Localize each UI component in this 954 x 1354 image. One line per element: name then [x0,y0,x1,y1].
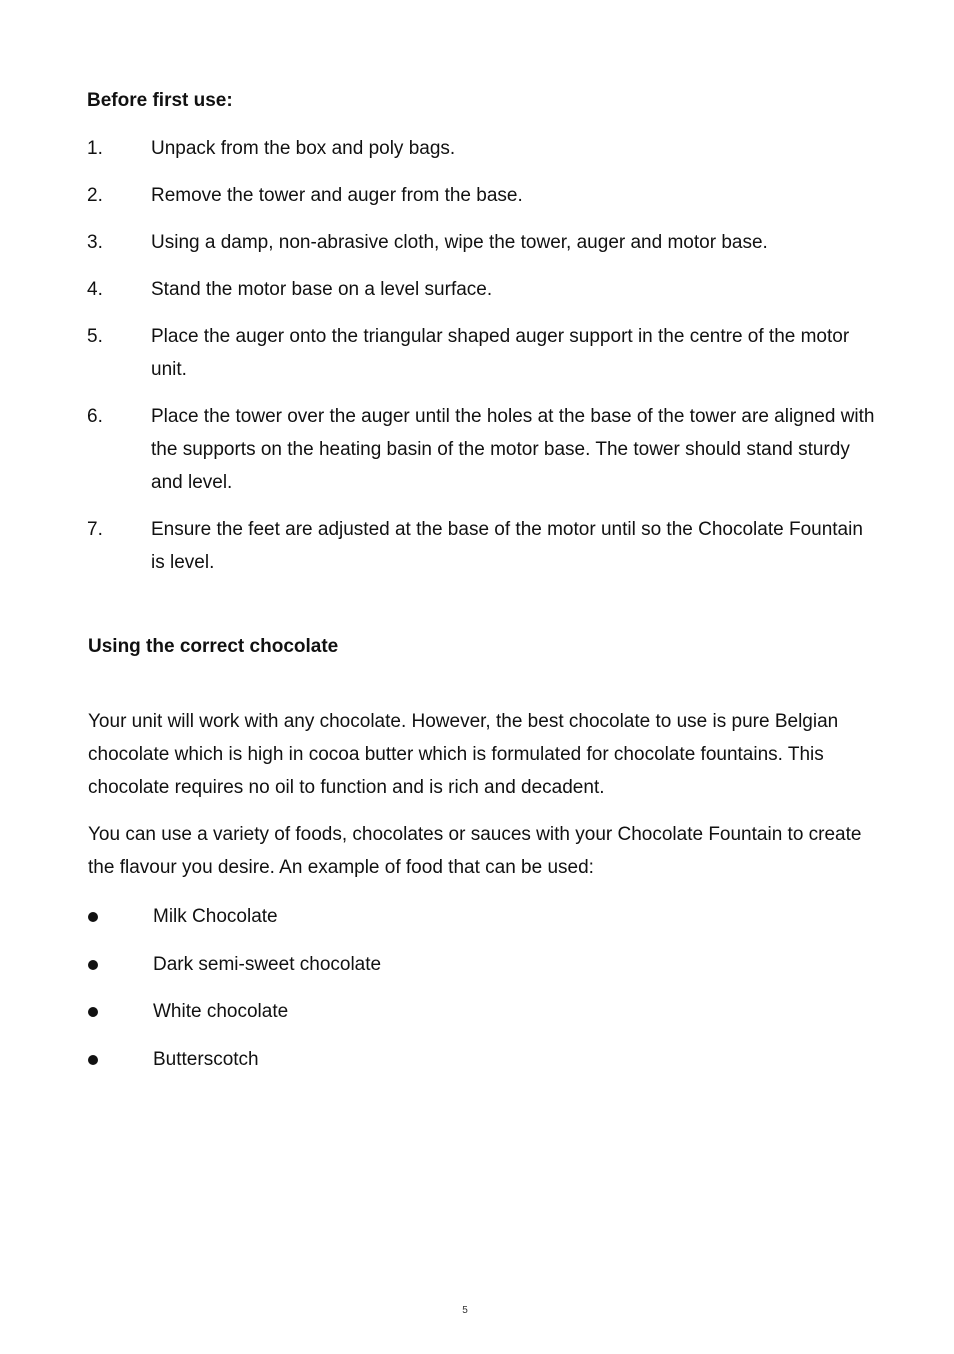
step-number: 7. [87,519,103,540]
setup-step [87,513,877,579]
food-variety-paragraph: You can use a variety of foods, chocolates or sauces with your Chocolate Fountain to create the flavour you desire. An example of food that can be used: [88,824,862,878]
bullet-icon [87,948,153,981]
correct-chocolate-heading: Using the correct chocolate [88,636,339,657]
setup-step [87,273,877,306]
setup-step [87,226,877,259]
list-item [87,948,381,981]
food-examples-list [87,900,381,1090]
setup-step [87,320,877,386]
step-number: 4. [87,279,103,300]
step-number: 6. [87,406,103,427]
step-text: Stand the motor base on a level surface. [151,279,493,300]
list-item-text: Milk Chocolate [153,906,278,927]
step-text: Ensure the feet are adjusted at the base of the motor until so the Chocolate Fountain is level. [151,519,863,573]
before-first-use-heading: Before first use: [87,90,233,111]
step-text: Unpack from the box and poly bags. [151,138,456,159]
step-text: Using a damp, non-abrasive cloth, wipe the tower, auger and motor base. [151,232,768,253]
setup-step [87,132,877,165]
chocolate-intro-paragraph: Your unit will work with any chocolate. However, the best chocolate to use is pure Belgian chocolate which is high in cocoa butter which is formulated for chocolate fountains. This chocolate requires no oil to function and is rich and decadent. [88,711,839,798]
page-number: 5 [462,1305,468,1316]
step-text: Place the tower over the auger until the holes at the base of the tower are aligned with the supports on the heating basin of the motor base. The tower should stand sturdy and level. [151,406,875,493]
step-number: 5. [87,326,103,347]
list-item [87,900,381,933]
bullet-icon [87,995,153,1028]
step-text: Remove the tower and auger from the base. [151,185,523,206]
setup-steps-list [87,132,877,593]
list-item [87,1043,381,1076]
bullet-icon [87,900,153,933]
list-item [87,995,381,1028]
step-number: 1. [87,138,103,159]
bullet-icon [87,1043,153,1076]
list-item-text: White chocolate [153,1001,289,1022]
list-item-text: Dark semi-sweet chocolate [153,953,382,975]
step-text: Place the auger onto the triangular shaped auger support in the centre of the motor unit. [151,326,850,380]
setup-step [87,179,877,212]
step-number: 3. [87,232,103,253]
list-item-text: Butterscotch [153,1048,259,1070]
step-number: 2. [87,185,103,206]
setup-step [87,400,877,499]
